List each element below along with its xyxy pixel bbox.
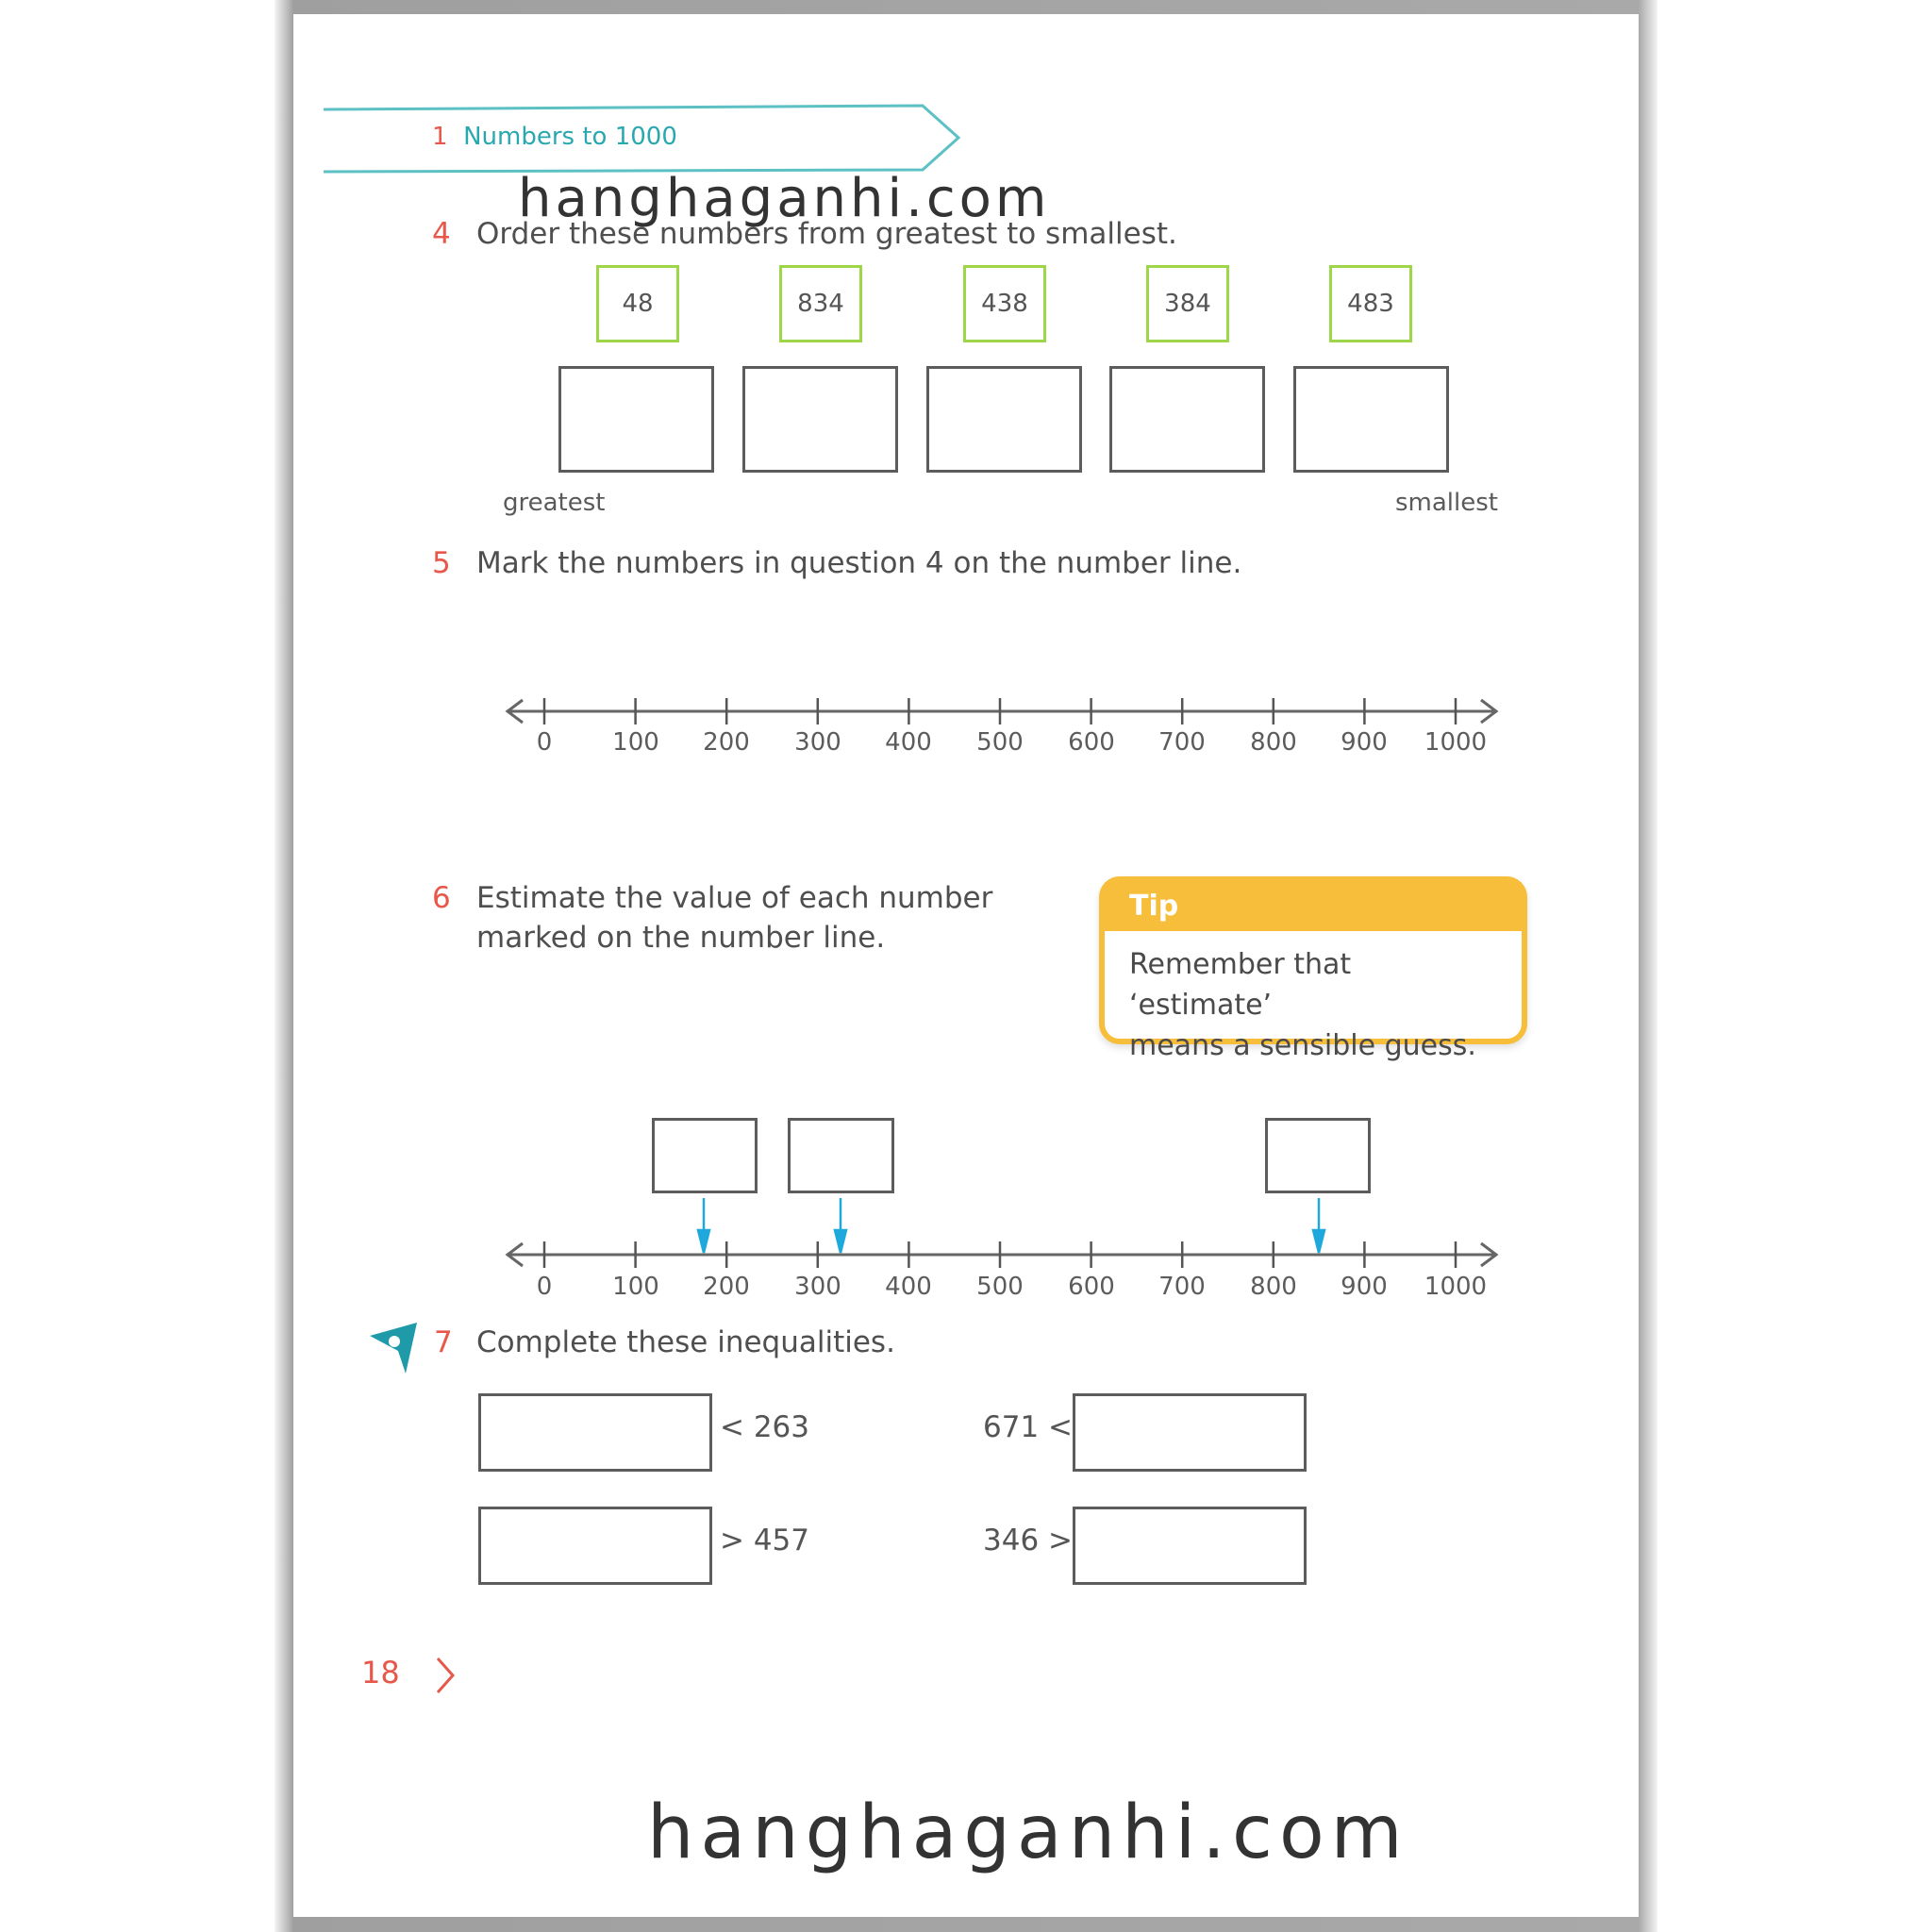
- watermark-bottom: hanghaganhi.com: [647, 1790, 1409, 1875]
- question-number: 6: [432, 881, 451, 915]
- tip-line-1: Remember that ‘estimate’: [1129, 948, 1352, 1022]
- question-4: [432, 217, 451, 251]
- challenge-icon: [368, 1319, 421, 1375]
- tick-label: 100: [612, 728, 659, 757]
- label-greatest: greatest: [503, 489, 606, 517]
- tick-label: 600: [1068, 728, 1115, 757]
- tip-title: Tip: [1105, 882, 1522, 931]
- chapter-heading: [432, 123, 677, 151]
- tick-label: 0: [536, 1273, 553, 1301]
- inequality-box-4[interactable]: [1073, 1507, 1307, 1585]
- tick-label: 900: [1341, 1273, 1388, 1301]
- inequality-box-1[interactable]: [478, 1393, 712, 1472]
- tip-line-2: means a sensible guess.: [1129, 1029, 1476, 1062]
- tick-label: 300: [794, 1273, 841, 1301]
- question-4-text: Order these numbers from greatest to smallest.: [476, 217, 1177, 251]
- tick-label: 1000: [1424, 1273, 1488, 1301]
- order-answer-box-1[interactable]: [558, 366, 714, 473]
- question-5-text: Mark the numbers in question 4 on the number line.: [476, 546, 1242, 580]
- number-card: 834: [779, 265, 862, 342]
- inequality-box-2[interactable]: [1073, 1393, 1307, 1472]
- inequality-4-prefix: 346 >: [983, 1524, 1073, 1557]
- number-line-2[interactable]: [500, 1189, 1509, 1283]
- order-answer-box-4[interactable]: [1109, 366, 1265, 473]
- tick-label: 800: [1250, 1273, 1297, 1301]
- estimate-box-3[interactable]: [1265, 1118, 1371, 1193]
- tick-label: 200: [703, 728, 750, 757]
- number-card: 483: [1329, 265, 1412, 342]
- tick-label: 700: [1158, 1273, 1206, 1301]
- tick-label: 800: [1250, 728, 1297, 757]
- tip-body: [1105, 931, 1522, 1066]
- tick-label: 500: [976, 728, 1024, 757]
- chevron-right-icon: [432, 1655, 460, 1696]
- question-6-text-line2: marked on the number line.: [476, 921, 886, 955]
- inequality-3-suffix: > 457: [720, 1524, 809, 1557]
- tick-label: 500: [976, 1273, 1024, 1301]
- tick-label: 600: [1068, 1273, 1115, 1301]
- question-number: 7: [434, 1325, 453, 1359]
- tick-label: 200: [703, 1273, 750, 1301]
- tick-label: 900: [1341, 728, 1388, 757]
- order-answer-box-3[interactable]: [926, 366, 1082, 473]
- label-smallest: smallest: [1395, 489, 1498, 517]
- number-card: 438: [963, 265, 1046, 342]
- tick-label: 300: [794, 728, 841, 757]
- estimate-box-2[interactable]: [788, 1118, 894, 1193]
- tick-label: 1000: [1424, 728, 1488, 757]
- watermark-top: hanghaganhi.com: [518, 168, 1051, 229]
- question-number: 5: [432, 546, 451, 580]
- tick-label: 700: [1158, 728, 1206, 757]
- tip-box: [1099, 876, 1527, 1062]
- tick-label: 0: [536, 728, 553, 757]
- marker-arrows: [698, 1198, 1324, 1253]
- number-card: 384: [1146, 265, 1229, 342]
- question-5: [432, 546, 451, 580]
- tick-label: 100: [612, 1273, 659, 1301]
- number-card: 48: [596, 265, 679, 342]
- inequality-2-prefix: 671 <: [983, 1410, 1073, 1444]
- question-number: 4: [432, 217, 451, 251]
- question-6: [432, 881, 451, 915]
- question-6-text-line1: Estimate the value of each number: [476, 881, 993, 915]
- estimate-box-1[interactable]: [652, 1118, 758, 1193]
- tick-label: 400: [885, 728, 932, 757]
- tick-label: 400: [885, 1273, 932, 1301]
- order-answer-box-2[interactable]: [742, 366, 898, 473]
- question-7: [434, 1325, 453, 1359]
- order-answer-box-5[interactable]: [1293, 366, 1449, 473]
- chapter-title: Numbers to 1000: [463, 123, 677, 151]
- inequality-box-3[interactable]: [478, 1507, 712, 1585]
- chapter-number: 1: [432, 123, 448, 151]
- inequality-1-suffix: < 263: [720, 1410, 809, 1444]
- question-7-text: Complete these inequalities.: [476, 1325, 895, 1359]
- page-number: 18: [361, 1655, 400, 1690]
